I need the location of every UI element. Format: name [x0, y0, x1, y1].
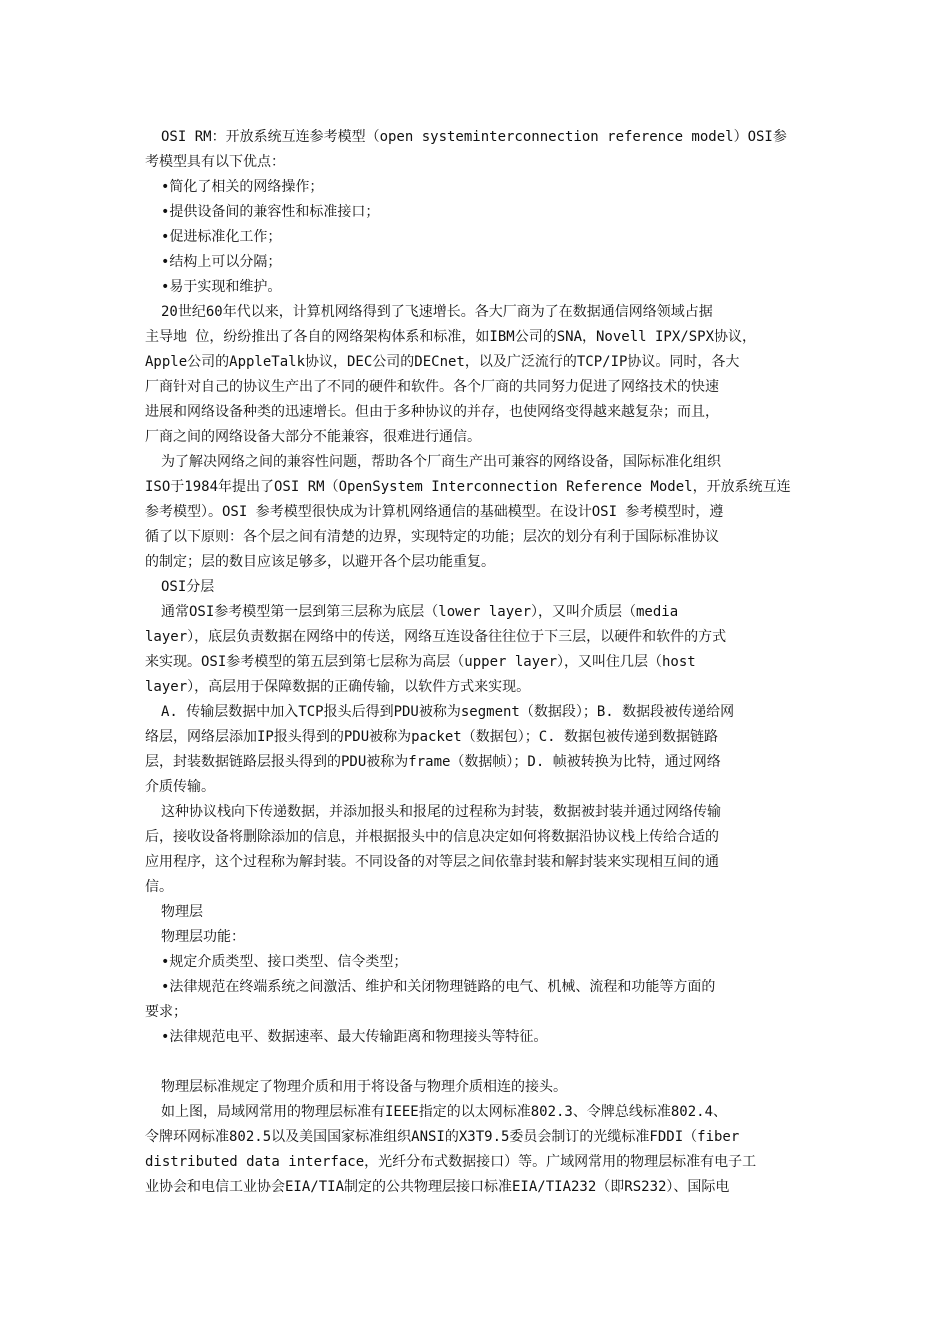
text-line: 通常OSI参考模型第一层到第三层称为底层（lower layer），又叫介质层（media — [161, 604, 679, 620]
list-item: •简化了相关的网络操作； — [161, 179, 324, 195]
list-item: •法律规范在终端系统之间激活、维护和关闭物理链路的电气、机械、流程和功能等方面的 — [161, 979, 716, 995]
text-line: 络层，网络层添加IP报头得到的PDU被称为packet（数据包）；C. 数据包被传递到数据链路 — [145, 729, 718, 745]
text-line: 层，封装数据链路层报头得到的PDU被称为frame（数据帧）；D. 帧被转换为比特，通过网络 — [145, 754, 721, 770]
section-heading: 物理层 — [161, 904, 203, 920]
text-line: Apple公司的AppleTalk协议，DEC公司的DECnet，以及广泛流行的TCP/IP协议。同时，各大 — [145, 354, 740, 370]
text-line: layer），底层负责数据在网络中的传送，网络互连设备往往位于下三层，以硬件和软件的方式 — [145, 629, 727, 645]
text-line: 进展和网络设备种类的迅速增长。但由于多种协议的并存，也使网络变得越来越复杂；而且， — [145, 404, 719, 420]
blank-line — [145, 1050, 810, 1075]
text-line: 要求； — [145, 1004, 187, 1020]
text-line: distributed data interface，光纤分布式数据接口）等。广域网常用的物理层标准有电子工 — [145, 1154, 757, 1170]
list-item: •规定介质类型、接口类型、信令类型； — [161, 954, 408, 970]
text-line: 物理层功能： — [161, 929, 245, 945]
text-line: ISO于1984年提出了OSI RM（OpenSystem Interconnection Reference Model，开放系统互连 — [145, 479, 791, 495]
text-line: 厂商针对自己的协议生产出了不同的硬件和软件。各个厂商的共同努力促进了网络技术的快速 — [145, 379, 719, 395]
list-item: •促进标准化工作； — [161, 229, 282, 245]
text-line: 为了解决网络之间的兼容性问题，帮助各个厂商生产出可兼容的网络设备，国际标准化组织 — [161, 454, 721, 470]
text-line: 循了以下原则：各个层之间有清楚的边界，实现特定的功能；层次的划分有利于国际标准协议 — [145, 529, 719, 545]
list-item: •结构上可以分隔； — [161, 254, 282, 270]
text-line: 令牌环网标准802.5以及美国国家标准组织ANSI的X3T9.5委员会制订的光缆标准FDDI（fiber — [145, 1129, 740, 1145]
text-line: 的制定；层的数目应该足够多，以避开各个层功能重复。 — [145, 554, 495, 570]
text-line: 20世纪60年代以来，计算机网络得到了飞速增长。各大厂商为了在数据通信网络领域占据 — [161, 304, 713, 320]
text-line: 后，接收设备将删除添加的信息，并根据报头中的信息决定如何将数据沿协议栈上传给合适的 — [145, 829, 719, 845]
text-line: 参考模型）。OSI 参考模型很快成为计算机网络通信的基础模型。在设计OSI 参考模型时，遵 — [145, 504, 724, 520]
text-line: 物理层标准规定了物理介质和用于将设备与物理介质相连的接头。 — [161, 1079, 567, 1095]
text-line: 信。 — [145, 879, 173, 895]
document-body — [145, 125, 810, 1200]
text-line: OSI RM：开放系统互连参考模型（open systeminterconnection reference model）OSI参 — [161, 129, 787, 145]
text-line: 这种协议栈向下传递数据，并添加报头和报尾的过程称为封装，数据被封装并通过网络传输 — [161, 804, 721, 820]
text-line: 如上图，局域网常用的物理层标准有IEEE指定的以太网标准802.3、令牌总线标准802.4、 — [161, 1104, 727, 1120]
text-line: 考模型具有以下优点： — [145, 154, 285, 170]
text-line: 来实现。OSI参考模型的第五层到第七层称为高层（upper layer），又叫住几层（host — [145, 654, 696, 670]
text-line: 介质传输。 — [145, 779, 215, 795]
text-line: 主导地 位，纷纷推出了各自的网络架构体系和标准，如IBM公司的SNA，Novell IPX/SPX协议， — [145, 329, 757, 345]
list-item: •提供设备间的兼容性和标准接口； — [161, 204, 380, 220]
text-line: layer），高层用于保障数据的正确传输，以软件方式来实现。 — [145, 679, 531, 695]
list-item: •法律规范电平、数据速率、最大传输距离和物理接头等特征。 — [161, 1029, 548, 1045]
text-line: 应用程序，这个过程称为解封装。不同设备的对等层之间依靠封装和解封装来实现相互间的通 — [145, 854, 719, 870]
section-heading: OSI分层 — [161, 579, 215, 595]
list-item: •易于实现和维护。 — [161, 279, 282, 295]
text-line: A. 传输层数据中加入TCP报头后得到PDU被称为segment（数据段）；B. 数据段被传递给网 — [161, 704, 735, 720]
text-line: 业协会和电信工业协会EIA/TIA制定的公共物理层接口标准EIA/TIA232（即RS232）、国际电 — [145, 1179, 730, 1195]
text-line: 厂商之间的网络设备大部分不能兼容，很难进行通信。 — [145, 429, 481, 445]
